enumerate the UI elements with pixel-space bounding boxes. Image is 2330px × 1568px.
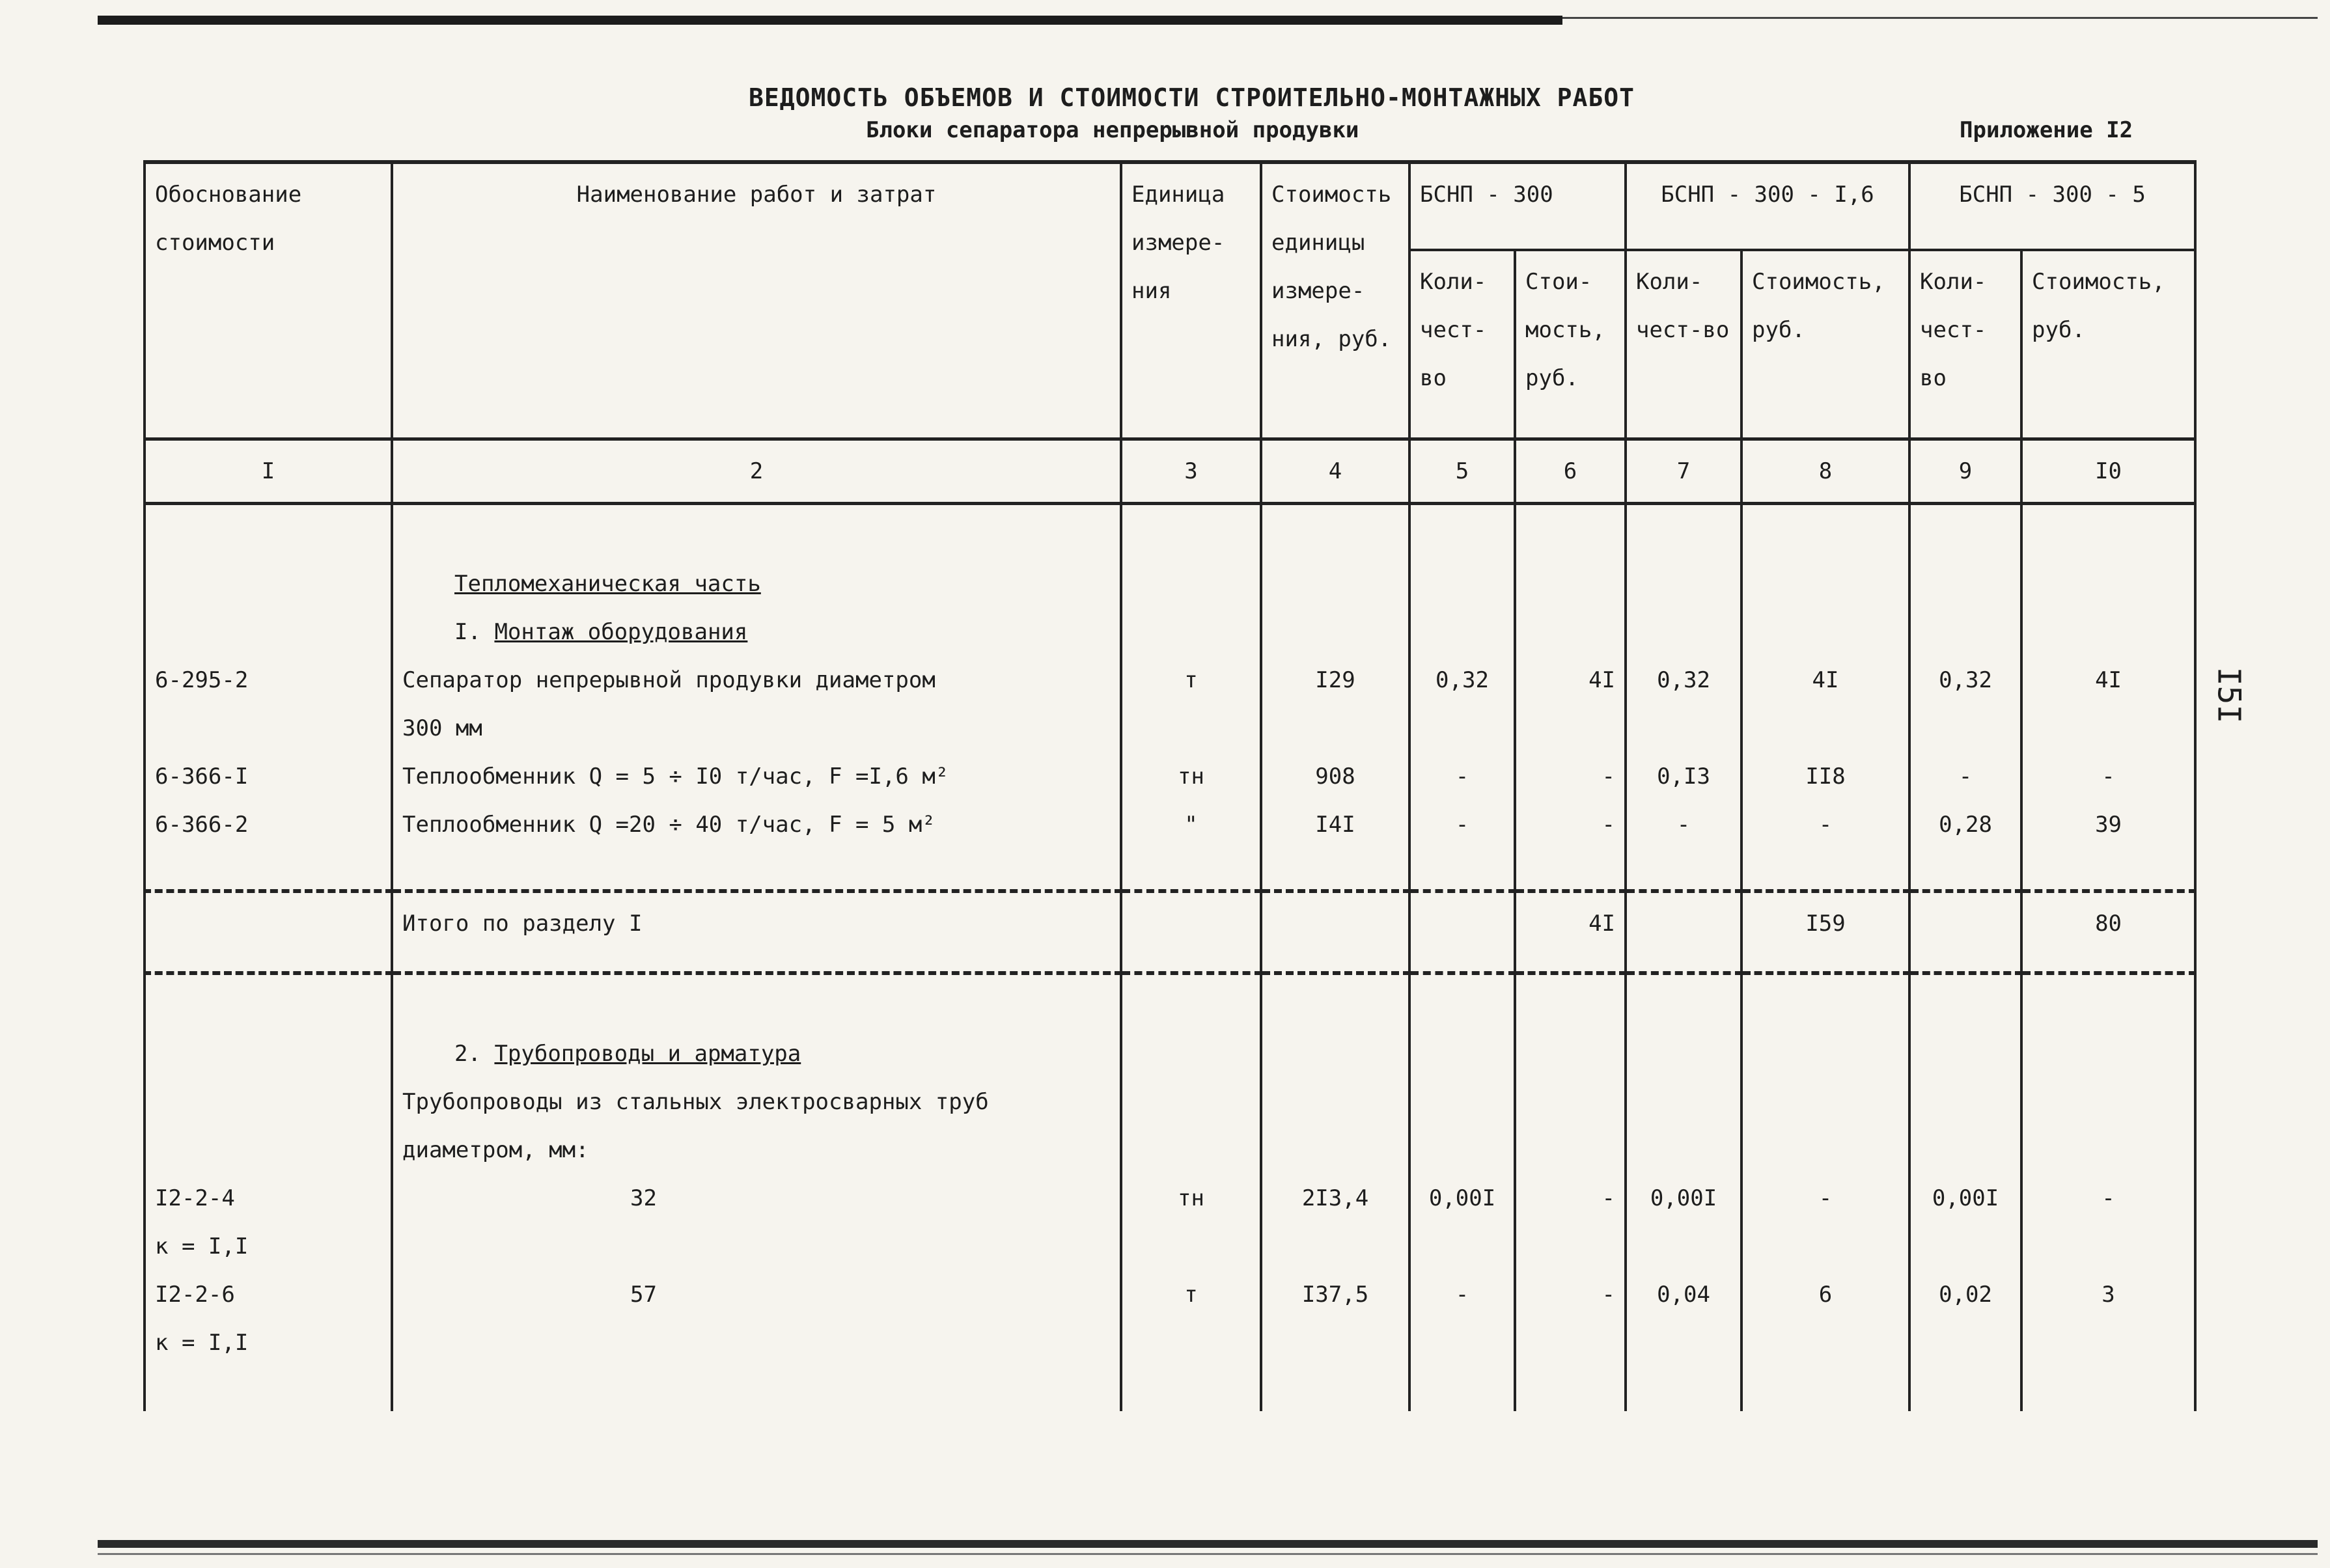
section-2-body [145, 973, 2195, 1411]
document-subtitle: Блоки сепаратора непрерывной продувки [866, 117, 1359, 143]
section-1-total-row [145, 891, 2195, 973]
row-value: - [1455, 812, 1469, 838]
row-value: 6 [1818, 1282, 1833, 1308]
row-value: - [1676, 812, 1691, 838]
row-value: 3 [2101, 1282, 2115, 1308]
header-group-2: БСНП - 300 - I,6 [1626, 162, 1909, 250]
row-value: 39 [2095, 812, 2122, 838]
section-1-body [145, 504, 2195, 892]
header-unit-price: Стоимость единицы измере-ния, руб. [1261, 162, 1409, 439]
section-number: 2. [454, 1041, 481, 1067]
row-value: 4I [1588, 667, 1616, 693]
column-number: 3 [1121, 439, 1261, 504]
column-number: 8 [1741, 439, 1909, 504]
row-unit: т [1184, 1282, 1198, 1308]
row-value: - [1602, 1185, 1616, 1211]
row-name: Теплообменник Q = 5 ÷ I0 т/час, F =I,6 м² [402, 763, 949, 790]
row-value: - [1602, 812, 1616, 838]
header-unit: Единица измере-ния [1121, 162, 1261, 439]
row-coefficient: к = I,I [155, 1330, 249, 1356]
section-title: Монтаж оборудования [494, 619, 748, 645]
row-value: - [1818, 812, 1833, 838]
row-value: - [1958, 763, 1973, 790]
bottom-border-line [98, 1553, 2318, 1555]
row-unit: тн [1178, 1185, 1204, 1211]
row-value: II8 [1805, 763, 1846, 790]
row-price: I29 [1315, 667, 1355, 693]
column-number: I0 [2021, 439, 2195, 504]
row-code: 6-366-2 [155, 812, 249, 838]
column-number: 2 [392, 439, 1121, 504]
header-group-3: БСНП - 300 - 5 [1909, 162, 2195, 250]
row-value: 4I [2095, 667, 2122, 693]
bottom-border-bar [98, 1540, 2318, 1548]
row-name: Сепаратор непрерывной продувки диаметром [402, 667, 936, 693]
column-number: 4 [1261, 439, 1409, 504]
total-value: I59 [1741, 891, 1909, 973]
row-price: I4I [1315, 812, 1355, 838]
row-value: 4I [1812, 667, 1839, 693]
row-code: I2-2-4 [155, 1185, 235, 1211]
header-group-1: БСНП - 300 [1409, 162, 1626, 250]
row-value: 0,I3 [1657, 763, 1710, 790]
total-value: 80 [2021, 891, 2195, 973]
total-value: 4I [1515, 891, 1626, 973]
row-unit: т [1184, 667, 1198, 693]
total-label: Итого по разделу I [392, 891, 1121, 973]
header-qty-2: Коли-чест-во [1626, 250, 1741, 439]
row-value: - [1455, 763, 1469, 790]
column-number: 9 [1909, 439, 2021, 504]
section-number: I. [454, 619, 481, 645]
header-cost-3: Стоимость, руб. [2021, 250, 2195, 439]
row-value: 0,00I [1650, 1185, 1717, 1211]
row-unit: тн [1178, 763, 1204, 790]
header-qty-3: Коли-чест-во [1909, 250, 2021, 439]
row-value: 0,00I [1932, 1185, 1999, 1211]
row-unit: " [1184, 812, 1198, 838]
column-number: 6 [1515, 439, 1626, 504]
row-value: - [1818, 1185, 1833, 1211]
row-name-cont: 300 мм [402, 715, 482, 741]
row-coefficient: к = I,I [155, 1233, 249, 1259]
page-number: I5I [2210, 667, 2247, 724]
header-row-top [145, 162, 2195, 250]
row-value: 0,04 [1657, 1282, 1710, 1308]
appendix-label: Приложение I2 [1960, 117, 2133, 143]
row-value: 0,32 [1657, 667, 1710, 693]
section-intro-cont: диаметром, мм: [402, 1137, 589, 1163]
document-title: ВЕДОМОСТЬ ОБЪЕМОВ И СТОИМОСТИ СТРОИТЕЛЬНО-МОНТАЖНЫХ РАБОТ [749, 83, 1635, 112]
header-cost-2: Стоимость, руб. [1741, 250, 1909, 439]
row-value: - [2101, 763, 2115, 790]
row-value: - [1602, 763, 1616, 790]
row-value: 0,32 [1435, 667, 1489, 693]
header-cost-1: Стои-мость, руб. [1515, 250, 1626, 439]
column-number: 5 [1409, 439, 1515, 504]
top-border-bar [98, 16, 1562, 25]
header-qty-1: Коли-чест-во [1409, 250, 1515, 439]
top-border-line [1562, 17, 2318, 19]
row-value: - [1455, 1282, 1469, 1308]
row-value: 0,00I [1428, 1185, 1496, 1211]
row-price: 2I3,4 [1301, 1185, 1369, 1211]
row-value: - [2101, 1185, 2115, 1211]
column-number: I [145, 439, 392, 504]
row-code: I2-2-6 [155, 1282, 235, 1308]
section-part-title: Тепломеханическая часть [454, 571, 761, 597]
row-value: 0,28 [1939, 812, 1992, 838]
row-value: - [1602, 1282, 1616, 1308]
row-value: 0,02 [1939, 1282, 1992, 1308]
row-name: Теплообменник Q =20 ÷ 40 т/час, F = 5 м² [402, 812, 936, 838]
section-title: Трубопроводы и арматура [494, 1041, 801, 1067]
header-basis: Обоснование стоимости [145, 162, 392, 439]
header-work-name: Наименование работ и затрат [392, 162, 1121, 439]
row-price: 908 [1315, 763, 1355, 790]
row-value: 0,32 [1939, 667, 1992, 693]
row-name: 57 [630, 1282, 657, 1308]
column-number: 7 [1626, 439, 1741, 504]
column-number-row [145, 439, 2195, 504]
row-price: I37,5 [1301, 1282, 1369, 1308]
row-code: 6-366-I [155, 763, 249, 790]
row-name: 32 [630, 1185, 657, 1211]
section-intro: Трубопроводы из стальных электросварных труб [402, 1089, 989, 1115]
cost-table [143, 160, 2197, 1411]
row-code: 6-295-2 [155, 667, 249, 693]
